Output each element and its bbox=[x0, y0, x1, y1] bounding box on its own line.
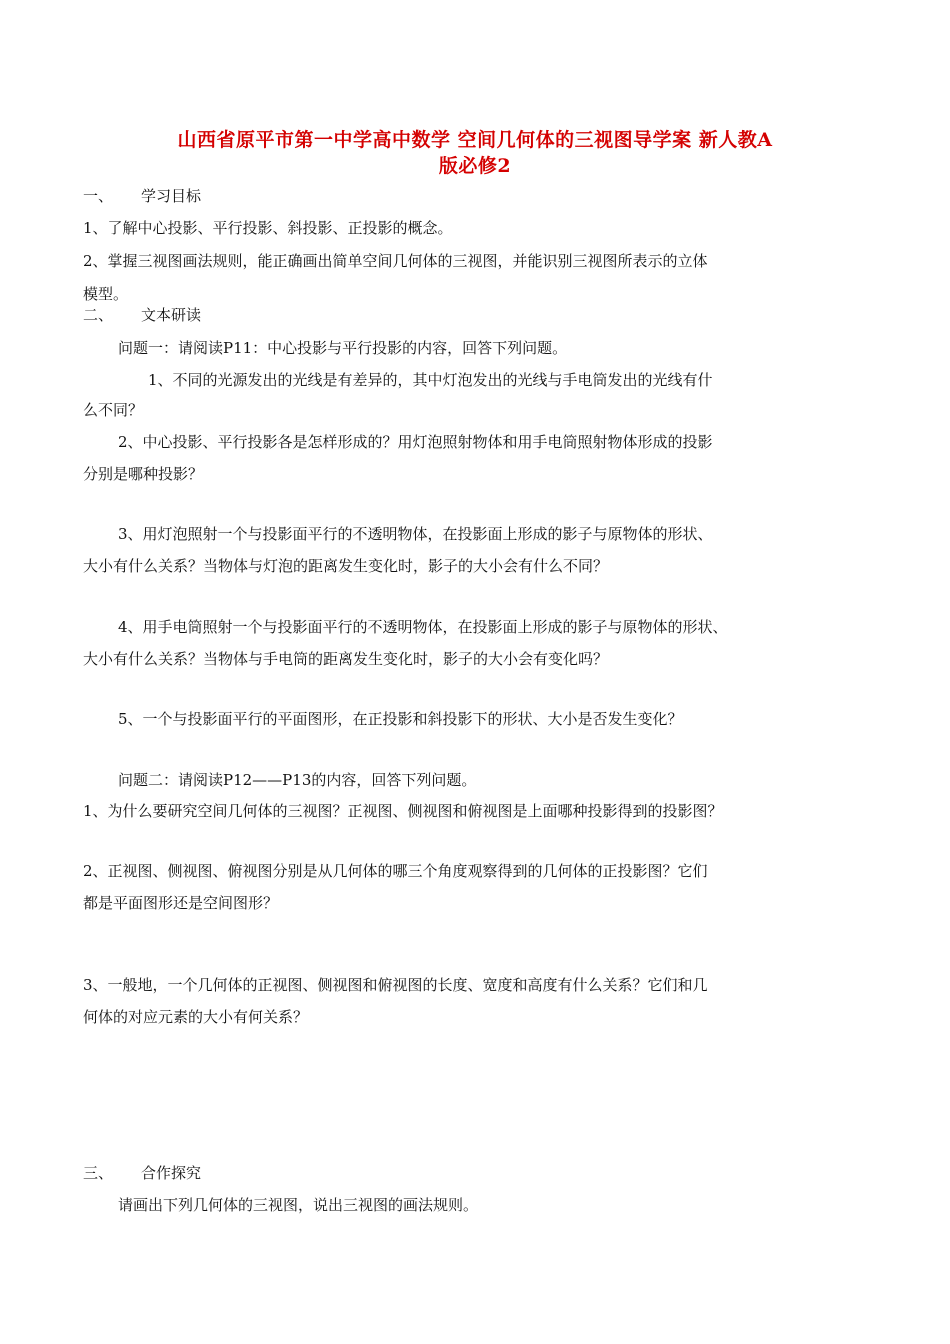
cooperation-intro: 请画出下列几何体的三视图，说出三视图的画法规则。 bbox=[118, 1196, 479, 1214]
q1-5: 5、一个与投影面平行的平面图形，在正投影和斜投影下的形状、大小是否发生变化？ bbox=[118, 710, 683, 728]
document-title-line1: 山西省原平市第一中学高中数学 空间几何体的三视图导学案 新人教A bbox=[177, 129, 773, 151]
objective-1: 1、了解中心投影、平行投影、斜投影、正投影的概念。 bbox=[83, 219, 453, 237]
q2-2-line2: 都是平面图形还是空间图形？ bbox=[83, 894, 279, 912]
document-title-line2: 版必修2 bbox=[438, 155, 512, 177]
section-heading-cooperation bbox=[83, 1163, 201, 1183]
q1-2-line1: 2、中心投影、平行投影各是怎样形成的？用灯泡照射物体和用手电筒照射物体形成的投影 bbox=[118, 433, 713, 451]
section-heading-reading bbox=[83, 305, 201, 325]
section-heading-objectives bbox=[83, 186, 201, 206]
question-two-intro: 问题二：请阅读P12——P13的内容，回答下列问题。 bbox=[118, 771, 477, 789]
q1-2-line2: 分别是哪种投影？ bbox=[83, 465, 204, 483]
q1-3-line1: 3、用灯泡照射一个与投影面平行的不透明物体，在投影面上形成的影子与原物体的形状、 bbox=[118, 525, 713, 543]
q1-3-line2: 大小有什么关系？当物体与灯泡的距离发生变化时，影子的大小会有什么不同？ bbox=[83, 557, 609, 575]
section-label: 文本研读 bbox=[141, 306, 202, 324]
q1-4-line1: 4、用手电筒照射一个与投影面平行的不透明物体，在投影面上形成的影子与原物体的形状、 bbox=[118, 618, 728, 636]
q1-1-line1: 1、不同的光源发出的光线是有差异的，其中灯泡发出的光线与手电筒发出的光线有什 bbox=[148, 371, 713, 389]
objective-2-line2: 模型。 bbox=[83, 285, 129, 303]
section-label: 学习目标 bbox=[141, 187, 202, 205]
q2-3-line1: 3、一般地，一个几何体的正视图、侧视图和俯视图的长度、宽度和高度有什么关系？它们和几 bbox=[83, 976, 708, 994]
objective-2-line1: 2、掌握三视图画法规则，能正确画出简单空间几何体的三视图，并能识别三视图所表示的立体 bbox=[83, 252, 708, 270]
q1-1-line2: 么不同？ bbox=[83, 401, 144, 419]
q2-1: 1、为什么要研究空间几何体的三视图？正视图、侧视图和俯视图是上面哪种投影得到的投影图？ bbox=[83, 802, 723, 820]
q1-4-line2: 大小有什么关系？当物体与手电筒的距离发生变化时，影子的大小会有变化吗？ bbox=[83, 650, 609, 668]
q2-3-line2: 何体的对应元素的大小有何关系？ bbox=[83, 1008, 309, 1026]
question-one-intro: 问题一：请阅读P11：中心投影与平行投影的内容，回答下列问题。 bbox=[118, 339, 568, 357]
section-number: 三、 bbox=[83, 1164, 114, 1182]
section-number: 二、 bbox=[83, 306, 114, 324]
q2-2-line1: 2、正视图、侧视图、俯视图分别是从几何体的哪三个角度观察得到的几何体的正投影图？它们 bbox=[83, 862, 708, 880]
section-number: 一、 bbox=[83, 187, 114, 205]
section-label: 合作探究 bbox=[141, 1164, 202, 1182]
